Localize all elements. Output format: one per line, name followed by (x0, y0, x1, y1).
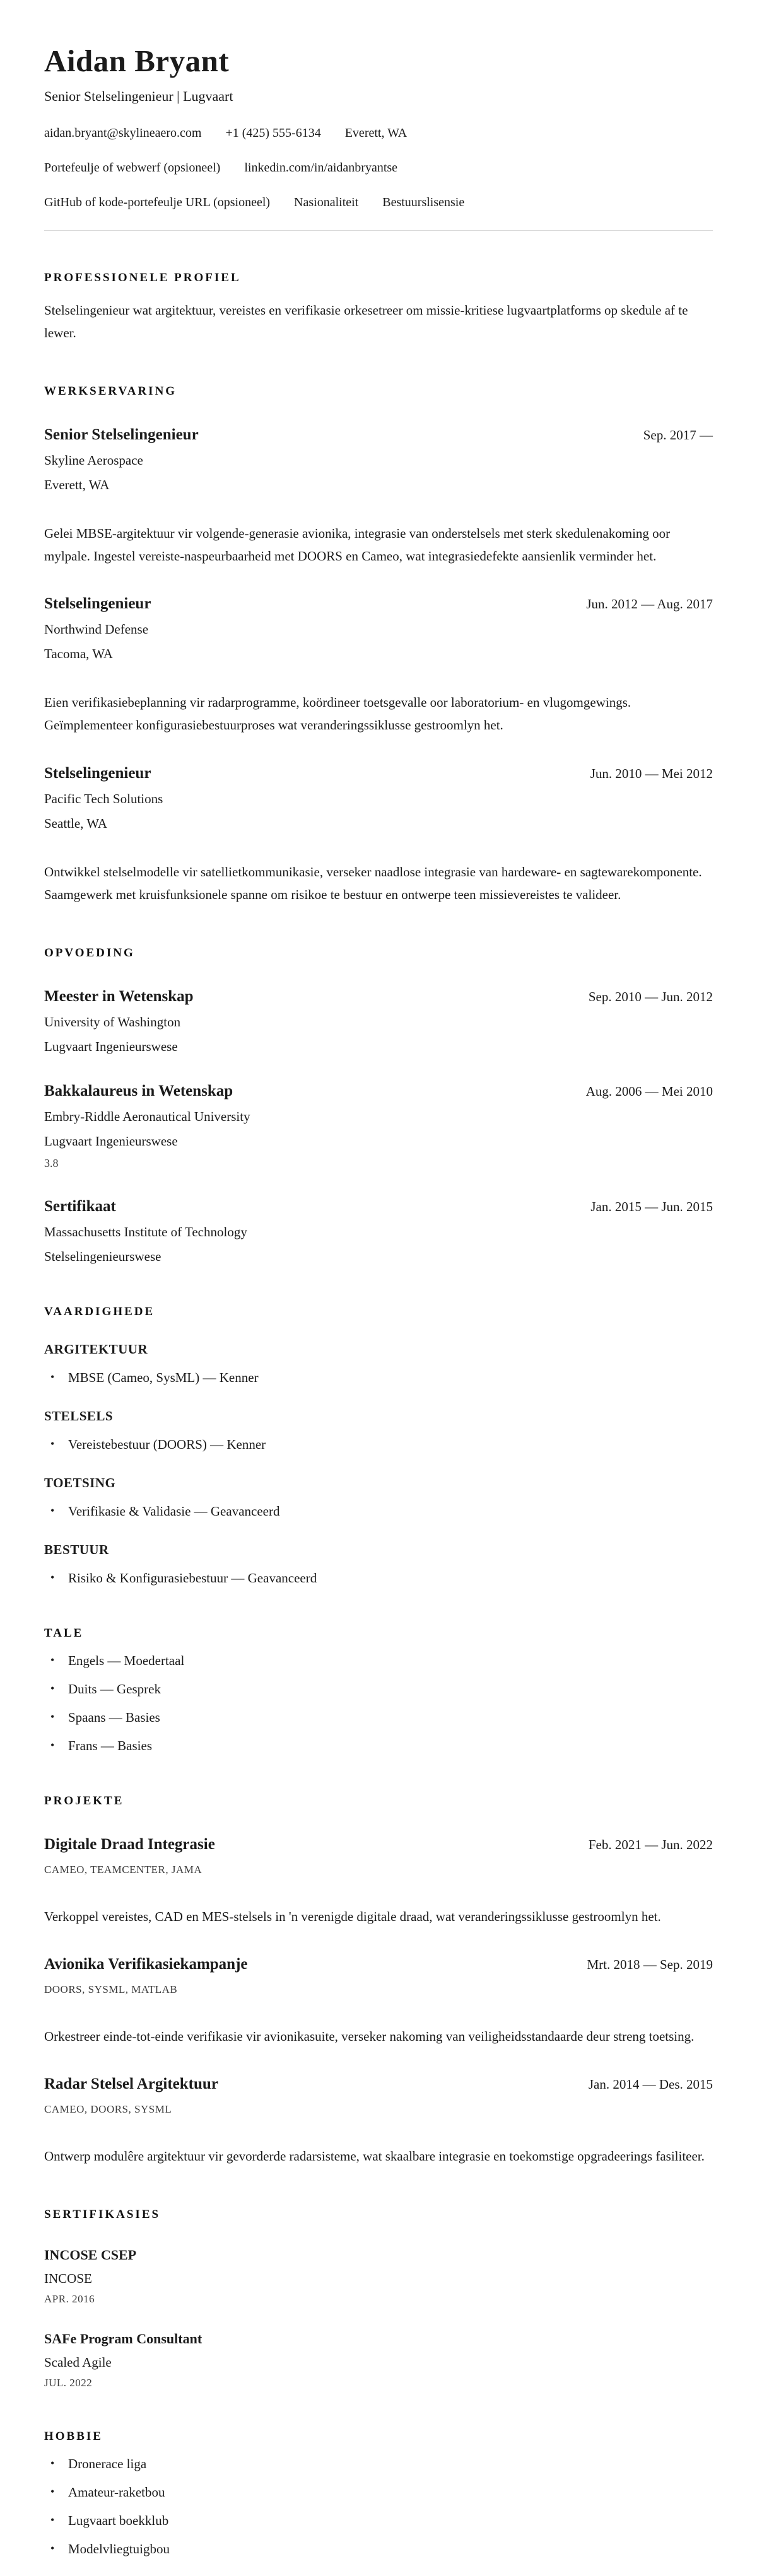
skill-item: • MBSE (Cameo, SysML) — Kenner (44, 1370, 713, 1386)
skill-group (44, 1475, 713, 1519)
project-entry-header (44, 1956, 713, 1973)
project-description: Verkoppel vereistes, CAD en MES-stelsels in 'n verenigde digitale draad, wat veranderingssiklusse gestroomlyn het. (44, 1908, 661, 1924)
job-title: Stelselingenieur (44, 595, 151, 613)
experience-entry (44, 765, 713, 906)
language-list (44, 1653, 713, 1754)
job-company: Skyline Aerospace (44, 453, 143, 468)
experience-entry-header (44, 595, 713, 613)
skill-category: TOETSING (44, 1475, 116, 1490)
contact-row-1 (44, 126, 713, 141)
contact-email[interactable]: aidan.bryant@skylineaero.com (44, 125, 202, 140)
job-description: Gelei MBSE-argitektuur vir volgende-generasie avionika, integrasie van onderstelsels met sterk skedulenakoming oor mylpale. Ingestel vereiste-naspeurbaarheid met DOORS en Cameo, wat integrasiedefekte aansienlik verminder het. (44, 526, 671, 564)
project-entry (44, 2075, 713, 2167)
certification-entry (44, 2247, 713, 2306)
education-dates: Sep. 2010 — Jun. 2012 (588, 989, 713, 1004)
hobby-item: • Modelvliegtuigbou (44, 2541, 713, 2557)
field-of-study: Lugvaart Ingenieurswese (44, 1038, 178, 1054)
section-profile (44, 271, 713, 344)
contact-github-placeholder[interactable]: GitHub of kode-portefeulje URL (opsioneel) (44, 195, 271, 209)
certification-issuer: Scaled Agile (44, 2355, 112, 2370)
project-entry (44, 1836, 713, 1928)
education-heading: OPVOEDING (44, 946, 135, 960)
degree-title: Meester in Wetenskap (44, 987, 194, 1005)
language-item: • Frans — Basies (44, 1738, 713, 1754)
job-description: Ontwikkel stelselmodelle vir satellietkommunikasie, verseker naadlose integrasie van hardeware- en sagtewarekomponente. Saamgewerk met kruisfunksionele spanne om risikoe te bestuur en ontwerpe teen missievereistes te valideer. (44, 864, 702, 902)
skill-category: STELSELS (44, 1408, 114, 1424)
job-company: Pacific Tech Solutions (44, 791, 163, 806)
project-entry-header (44, 2075, 713, 2093)
skill-group (44, 1408, 713, 1453)
header-divider (44, 230, 713, 231)
job-company: Northwind Defense (44, 622, 149, 637)
contact-linkedin[interactable]: linkedin.com/in/aidanbryantse (244, 160, 398, 175)
certification-entry (44, 2331, 713, 2389)
experience-entry (44, 426, 713, 567)
skill-group (44, 1542, 713, 1586)
resume-title: Senior Stelselingenieur | Lugvaart (44, 88, 233, 104)
skill-list (44, 1437, 713, 1453)
project-stack: DOORS, SYSML, MATLAB (44, 1983, 178, 1995)
contact-portfolio-placeholder[interactable]: Portefeulje of webwerf (opsioneel) (44, 160, 221, 175)
certifications-heading: SERTIFIKASIES (44, 2208, 161, 2222)
experience-entry-header (44, 765, 713, 782)
experience-heading: WERKSERVARING (44, 385, 177, 398)
education-entry-header (44, 1198, 713, 1215)
school-name: Massachusetts Institute of Technology (44, 1224, 247, 1239)
language-item: • Duits — Gesprek (44, 1681, 713, 1697)
job-dates: Jun. 2010 — Mei 2012 (590, 765, 713, 781)
hobby-list (44, 2456, 713, 2557)
gpa-value: 3.8 (44, 1156, 59, 1169)
section-experience (44, 385, 713, 906)
school-name: University of Washington (44, 1014, 181, 1030)
section-hobbies (44, 2430, 713, 2557)
contact-block (44, 126, 713, 210)
skill-category: ARGITEKTUUR (44, 1341, 148, 1357)
section-languages (44, 1627, 713, 1754)
education-entry (44, 1082, 713, 1170)
project-entry (44, 1956, 713, 2048)
contact-license-placeholder[interactable]: Bestuurslisensie (382, 195, 465, 209)
project-dates: Jan. 2014 — Des. 2015 (588, 2076, 713, 2092)
job-location: Tacoma, WA (44, 646, 113, 662)
resume-name: Aidan Bryant (44, 44, 230, 78)
job-dates: Jun. 2012 — Aug. 2017 (586, 596, 713, 612)
job-description: Eien verifikasiebeplanning vir radarprogramme, koördineer toetsgevalle oor laboratorium- en vlugomgewings. Geïmplementeer konfigurasiebestuurproses wat veranderingssiklusse gestroomlyn het. (44, 695, 631, 733)
experience-entry (44, 595, 713, 736)
projects-heading: PROJEKTE (44, 1794, 124, 1807)
languages-heading: TALE (44, 1626, 84, 1640)
language-item: • Engels — Moedertaal (44, 1653, 713, 1669)
skills-heading: VAARDIGHEDE (44, 1304, 155, 1318)
skill-category: BESTUUR (44, 1541, 109, 1557)
contact-row-2 (44, 161, 713, 175)
section-certifications (44, 2208, 713, 2389)
school-name: Embry-Riddle Aeronautical University (44, 1108, 250, 1124)
hobby-item: • Dronerace liga (44, 2456, 713, 2472)
language-item: • Spaans — Basies (44, 1710, 713, 1726)
project-dates: Mrt. 2018 — Sep. 2019 (587, 1956, 713, 1972)
hobby-item: • Amateur-raketbou (44, 2485, 713, 2500)
project-title: Radar Stelsel Argitektuur (44, 2075, 218, 2092)
skill-list (44, 1504, 713, 1519)
skill-item: • Verifikasie & Validasie — Geavanceerd (44, 1504, 713, 1519)
profile-heading: PROFESSIONELE PROFIEL (44, 270, 241, 284)
job-dates: Sep. 2017 — (643, 427, 713, 443)
project-title: Digitale Draad Integrasie (44, 1835, 215, 1853)
section-projects (44, 1794, 713, 2167)
skill-list (44, 1370, 713, 1386)
profile-text: Stelselingenieur wat argitektuur, vereistes en verifikasie orkesetreer om missie-kritiese lugvaartplatforms op skedule af te lewer. (44, 302, 688, 340)
skill-list (44, 1570, 713, 1586)
education-entry-header (44, 988, 713, 1006)
job-title: Stelselingenieur (44, 764, 151, 782)
field-of-study: Stelselingenieurswese (44, 1248, 161, 1264)
contact-phone[interactable]: +1 (425) 555-6134 (225, 125, 321, 140)
education-dates: Aug. 2006 — Mei 2010 (585, 1083, 713, 1099)
skill-group (44, 1342, 713, 1386)
education-entry (44, 988, 713, 1055)
certification-name: SAFe Program Consultant (44, 2331, 202, 2347)
experience-entry-header (44, 426, 713, 444)
skill-item: • Risiko & Konfigurasiebestuur — Geavanceerd (44, 1570, 713, 1586)
certification-date: APR. 2016 (44, 2293, 95, 2306)
section-education (44, 946, 713, 1265)
degree-title: Bakkalaureus in Wetenskap (44, 1082, 233, 1099)
hobby-item: • Lugvaart boekklub (44, 2513, 713, 2529)
contact-nationality-placeholder[interactable]: Nasionaliteit (294, 195, 359, 209)
project-stack: CAMEO, DOORS, SYSML (44, 2103, 172, 2115)
project-entry-header (44, 1836, 713, 1854)
resume-header (44, 44, 713, 231)
section-skills (44, 1305, 713, 1586)
project-title: Avionika Verifikasiekampanje (44, 1955, 248, 1973)
certification-name: INCOSE CSEP (44, 2247, 137, 2263)
education-dates: Jan. 2015 — Jun. 2015 (590, 1198, 713, 1214)
education-entry (44, 1198, 713, 1265)
job-location: Seattle, WA (44, 815, 107, 831)
certification-date: JUL. 2022 (44, 2377, 93, 2389)
job-location: Everett, WA (44, 477, 110, 493)
project-description: Ontwerp modulêre argitektuur vir gevorderde radarsisteme, wat skaalbare integrasie en toekomstige opgradeerings fasiliteer. (44, 2148, 705, 2164)
project-stack: CAMEO, TEAMCENTER, JAMA (44, 1863, 202, 1876)
project-description: Orkestreer einde-tot-einde verifikasie vir avionikasuite, verseker nakoming van veiligheidsstandaarde deur streng toetsing. (44, 2028, 695, 2044)
resume-document (44, 44, 713, 2557)
education-entry-header (44, 1082, 713, 1100)
field-of-study: Lugvaart Ingenieurswese (44, 1133, 178, 1149)
project-dates: Feb. 2021 — Jun. 2022 (588, 1836, 713, 1852)
job-title: Senior Stelselingenieur (44, 426, 199, 444)
contact-row-3 (44, 195, 713, 210)
hobbies-heading: HOBBIE (44, 2430, 103, 2444)
contact-location[interactable]: Everett, WA (344, 125, 408, 140)
skill-item: • Vereistebestuur (DOORS) — Kenner (44, 1437, 713, 1453)
degree-title: Sertifikaat (44, 1197, 116, 1215)
certification-issuer: INCOSE (44, 2271, 92, 2287)
